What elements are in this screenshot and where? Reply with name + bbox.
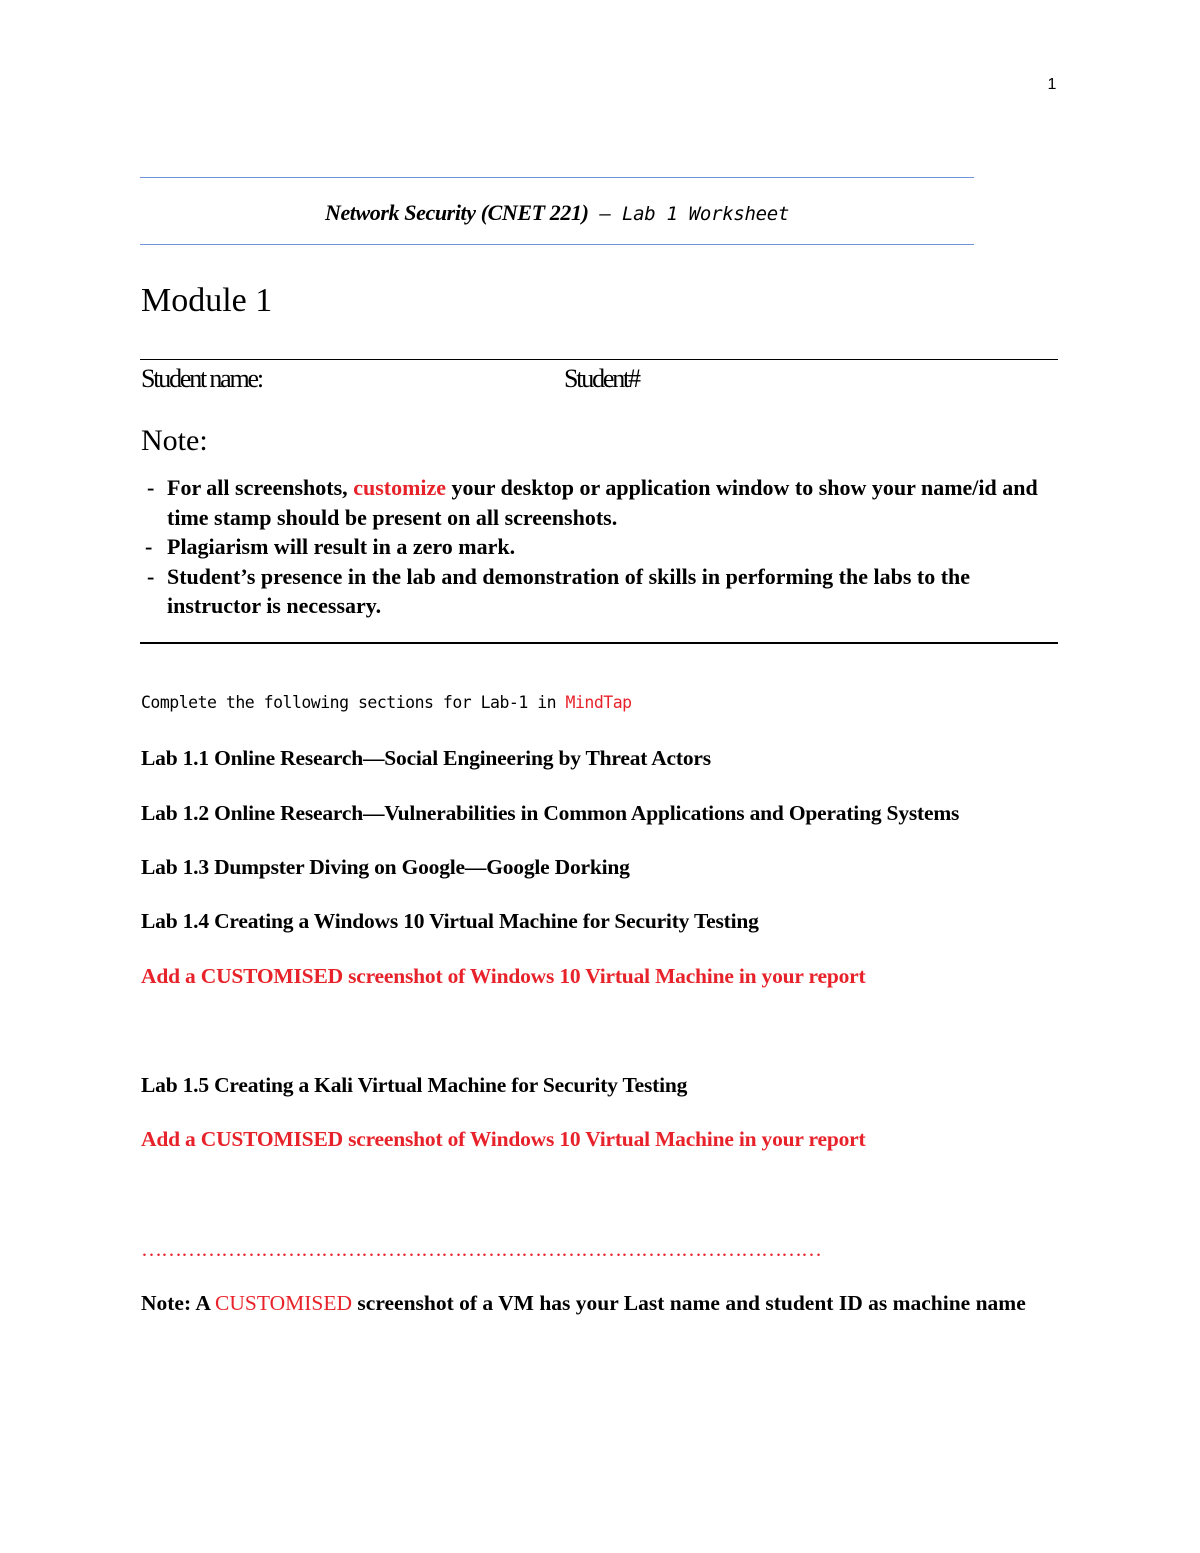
note-item-text: Student’s presence in the lab and demonstration of skills in performing the labs to the instructor is necessary. xyxy=(167,563,971,618)
bullet-dash: - xyxy=(147,563,155,589)
note-bottom-rule xyxy=(140,642,1058,644)
final-note-suffix: screenshot of a VM has your Last name and student ID as machine name xyxy=(352,1291,1026,1315)
screenshot-instruction-2: Add a CUSTOMISED screenshot of Windows 10 Virtual Machine in your report xyxy=(141,1127,866,1151)
note-item-text: Plagiarism will result in a zero mark. xyxy=(167,534,516,559)
student-name-label: Student name: xyxy=(141,364,262,393)
document-title xyxy=(140,200,974,226)
bullet-dash: - xyxy=(147,475,155,500)
student-top-rule xyxy=(140,359,1058,360)
intro-label: Complete the following sections for Lab-1 in xyxy=(141,693,566,712)
lab-1-3: Lab 1.3 Dumpster Diving on Google—Google Dorking xyxy=(141,855,630,879)
note-heading: Note: xyxy=(141,424,208,457)
screenshot-instruction-1: Add a CUSTOMISED screenshot of Windows 10 Virtual Machine in your report xyxy=(141,964,866,988)
customize-highlight: customize xyxy=(353,475,447,500)
note-item-text: For all screenshots, xyxy=(167,475,354,500)
bullet-dash: - xyxy=(145,534,153,559)
note-list xyxy=(145,473,1055,621)
student-number-label: Student# xyxy=(564,364,639,393)
note-item-text: your desktop or application window to show your name/id and time stamp should be present on all screenshots. xyxy=(167,475,1038,530)
module-title: Module 1 xyxy=(141,282,273,319)
intro-text xyxy=(141,693,632,712)
page-number: 1 xyxy=(1047,76,1057,93)
note-item-plagiarism xyxy=(145,532,1055,562)
header-bottom-rule xyxy=(140,244,974,245)
note-item-screenshots xyxy=(145,473,1055,532)
lab-1-4: Lab 1.4 Creating a Windows 10 Virtual Machine for Security Testing xyxy=(141,909,759,933)
final-note xyxy=(141,1290,1066,1317)
mindtap-highlight: MindTap xyxy=(565,693,632,712)
customised-highlight: CUSTOMISED xyxy=(215,1291,353,1315)
final-note-prefix: Note: A xyxy=(141,1291,216,1315)
worksheet-label: Lab 1 Worksheet xyxy=(621,203,790,225)
lab-1-5: Lab 1.5 Creating a Kali Virtual Machine for Security Testing xyxy=(141,1073,688,1097)
course-title: Network Security (CNET 221) xyxy=(324,200,589,225)
student-info-row xyxy=(140,364,1058,398)
separator-dots: ………………………………………………………………………………………… xyxy=(141,1237,821,1261)
note-item-presence xyxy=(145,562,1055,621)
lab-1-2: Lab 1.2 Online Research—Vulnerabilities in Common Applications and Operating Systems xyxy=(141,801,960,825)
header-top-rule xyxy=(140,177,974,178)
lab-1-1: Lab 1.1 Online Research—Social Engineering by Threat Actors xyxy=(141,746,711,770)
title-dash: – xyxy=(588,203,622,225)
